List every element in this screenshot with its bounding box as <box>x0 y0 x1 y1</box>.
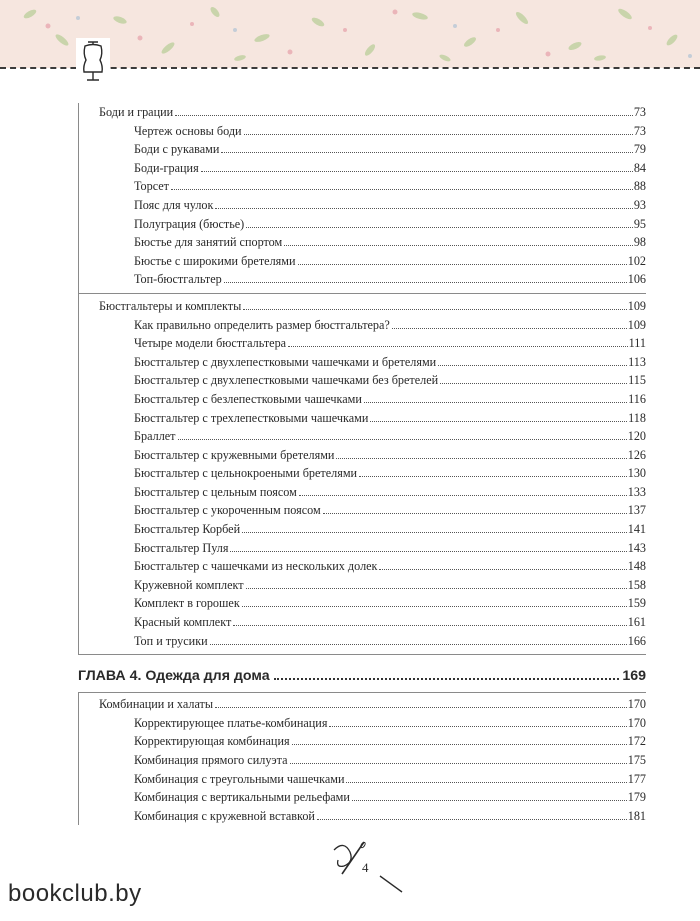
toc-entry[interactable] <box>79 409 646 428</box>
toc-entry[interactable] <box>79 177 646 196</box>
toc-entry-page: 73 <box>633 105 646 119</box>
toc-entry-title: Бюстье с широкими бретелями <box>134 253 296 268</box>
toc-entry-page: 88 <box>633 179 646 194</box>
toc-entry-title: Бюстгальтер с двухлепестковыми чашечками и бретелями <box>134 354 437 369</box>
toc-entry-title: Топ и трусики <box>134 633 208 648</box>
toc-entry-page: 115 <box>628 373 646 388</box>
toc-section-heading[interactable] <box>79 297 646 316</box>
toc-entry-title: Бюстгальтер с укороченным поясом <box>134 503 321 518</box>
toc-entry[interactable] <box>79 316 646 335</box>
toc-entry[interactable] <box>79 501 646 520</box>
toc-entry-page: 158 <box>627 577 646 592</box>
toc-entry[interactable] <box>79 159 646 178</box>
toc-entry-title: Корректирующая комбинация <box>134 734 290 749</box>
toc-entry-page: 161 <box>627 615 646 630</box>
toc-entry-title: Красный комплект <box>134 615 232 630</box>
toc-entry-title: Чертеж основы боди <box>134 123 242 138</box>
toc-entry-page: 133 <box>627 484 646 499</box>
toc-entry-title: Кружевной комплект <box>134 577 244 592</box>
toc-entry-title: Полуграция (бюстье) <box>134 216 245 231</box>
toc-entry[interactable] <box>79 770 646 789</box>
toc-entry[interactable] <box>79 334 646 353</box>
toc-entry-page: 166 <box>627 633 646 648</box>
toc-entry-title: Комплект в горошек <box>134 596 240 611</box>
toc-entry-title: Бюстгальтер с цельным поясом <box>134 484 297 499</box>
toc-entry[interactable] <box>79 353 646 372</box>
toc-entry[interactable] <box>79 371 646 390</box>
toc-entry[interactable] <box>79 252 646 271</box>
toc-entry-title: Комбинация с вертикальными рельефами <box>134 790 350 805</box>
toc-entry-page: 111 <box>628 336 646 351</box>
toc-entry-title: Корректирующее платье-комбинация <box>134 715 328 730</box>
toc-section-bodies <box>78 103 646 294</box>
toc-entry-title: Комбинация прямого силуэта <box>134 753 288 767</box>
toc-entry-page: 98 <box>633 235 646 250</box>
toc-entry[interactable] <box>79 520 646 539</box>
toc-section-heading[interactable] <box>79 695 646 714</box>
toc-entry-title: Бюстгальтеры и комплекты <box>99 298 242 313</box>
toc-entry[interactable] <box>79 632 646 651</box>
toc-entry[interactable] <box>79 714 646 733</box>
toc-entry[interactable] <box>79 270 646 289</box>
toc-entry-page: 106 <box>627 272 646 287</box>
toc-entry-page: 179 <box>627 790 646 805</box>
toc-entry-title: Комбинации и халаты <box>99 697 214 712</box>
toc-entry-page: 175 <box>627 753 646 767</box>
toc-entry-page: 116 <box>628 391 646 406</box>
toc-entry[interactable] <box>79 576 646 595</box>
toc-entry-page: 118 <box>628 410 646 425</box>
toc-entry-page: 159 <box>627 596 646 611</box>
toc-entry-title: Торсет <box>134 179 170 194</box>
toc-entry-page: 141 <box>627 522 646 537</box>
toc-entry-title: Комбинация с кружевной вставкой <box>134 808 315 823</box>
toc-entry-title: Комбинация с треугольными чашечками <box>134 771 345 786</box>
toc-entry[interactable] <box>79 807 646 826</box>
toc-entry-title: Браллет <box>134 429 176 444</box>
toc-chapter-heading[interactable] <box>78 665 646 687</box>
dress-form-icon <box>76 38 110 84</box>
toc-entry[interactable] <box>79 446 646 465</box>
toc-entry-page: 126 <box>627 447 646 462</box>
toc-entry-page: 73 <box>633 123 646 138</box>
toc-entry-page: 172 <box>627 734 646 749</box>
toc-entry-title: Боди с рукавами <box>134 142 220 157</box>
toc-entry[interactable] <box>79 196 646 215</box>
toc-entry[interactable] <box>79 483 646 502</box>
toc-entry[interactable] <box>79 390 646 409</box>
toc-entry-title: Бюстгальтер с двухлепестковыми чашечками без бретелей <box>134 373 439 388</box>
toc-section-slips <box>78 692 646 825</box>
toc-entry[interactable] <box>79 464 646 483</box>
toc-entry-page: 79 <box>633 142 646 157</box>
toc-entry-title: Топ-бюстгальтер <box>134 272 222 287</box>
toc-section-bras <box>78 294 646 655</box>
toc-entry-page: 137 <box>627 503 646 518</box>
toc-entry-page: 120 <box>627 429 646 444</box>
chapter-title: ГЛАВА 4. Одежда для дома <box>78 668 270 685</box>
chapter-page: 169 <box>622 668 646 685</box>
toc-entry-page: 170 <box>627 715 646 730</box>
toc-entry[interactable] <box>79 427 646 446</box>
toc-entry-page: 93 <box>633 197 646 212</box>
toc-entry[interactable] <box>79 215 646 234</box>
section-divider <box>79 650 646 655</box>
toc-entry-title: Бюстгальтер с чашечками из нескольких долек <box>134 559 378 574</box>
toc-entry-title: Бюстгальтер с цельнокроеными бретелями <box>134 466 358 481</box>
toc-entry-title: Бюстгальтер с трехлепестковыми чашечками <box>134 410 369 425</box>
toc-entry[interactable] <box>79 233 646 252</box>
toc-entry-title: Боди и грации <box>99 105 174 119</box>
toc-entry-title: Пояс для чулок <box>134 197 214 212</box>
toc-entry-page: 84 <box>633 160 646 175</box>
toc-entry-title: Бюстгальтер Пуля <box>134 540 229 555</box>
watermark: bookclub.by <box>0 874 150 914</box>
toc-entry[interactable] <box>79 539 646 558</box>
toc-entry-page: 170 <box>627 697 646 712</box>
toc-entry[interactable] <box>79 788 646 807</box>
toc-entry-title: Четыре модели бюстгальтера <box>134 336 287 351</box>
toc-entry-title: Бюстгальтер Корбей <box>134 522 241 537</box>
toc-entry[interactable] <box>79 557 646 576</box>
toc-entry[interactable] <box>79 732 646 751</box>
toc-entry-page: 109 <box>627 317 646 332</box>
toc-entry-page: 95 <box>633 216 646 231</box>
toc-entry-page: 148 <box>627 559 646 574</box>
toc-entry-title: Бюстгальтер с безлепестковыми чашечками <box>134 391 362 406</box>
toc-entry[interactable] <box>79 613 646 632</box>
toc-entry-page: 130 <box>627 466 646 481</box>
table-of-contents <box>78 103 646 825</box>
toc-entry-page: 113 <box>628 354 646 369</box>
toc-entry-page: 177 <box>627 771 646 786</box>
toc-entry-title: Бюстгальтер с кружевными бретелями <box>134 447 335 462</box>
toc-entry-title: Как правильно определить размер бюстгальтера? <box>134 317 390 332</box>
toc-entry[interactable] <box>79 140 646 159</box>
page-number: 4 <box>362 860 369 875</box>
toc-entry-title: Боди-грация <box>134 160 199 175</box>
toc-entry-title: Бюстье для занятий спортом <box>134 235 283 250</box>
toc-entry-page: 102 <box>627 253 646 268</box>
toc-section-heading[interactable] <box>79 103 646 122</box>
toc-entry-page: 143 <box>627 540 646 555</box>
toc-entry-page: 109 <box>627 298 646 313</box>
toc-entry[interactable] <box>79 751 646 770</box>
toc-entry[interactable] <box>79 122 646 141</box>
toc-entry[interactable] <box>79 594 646 613</box>
toc-entry-page: 181 <box>627 808 646 823</box>
